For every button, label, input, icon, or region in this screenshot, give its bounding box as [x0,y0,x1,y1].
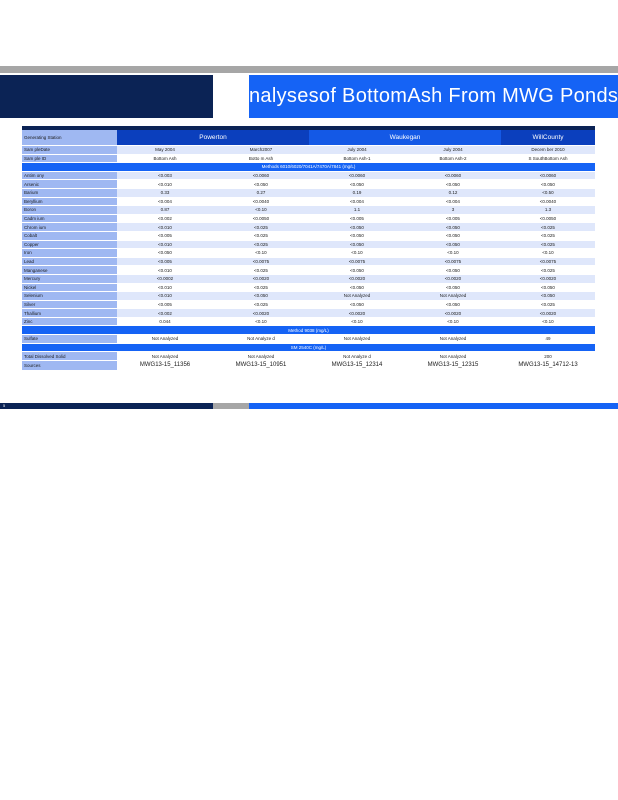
table-cell: 3 [405,206,501,215]
source-id: MWG13-15_14712-13 [501,360,595,370]
source-id: MWG13-15_11356 [117,360,213,370]
table-cell: <0.10 [501,249,595,258]
section-header-metals [22,163,595,172]
table-cell: <0.050 [405,283,501,292]
station-header-row [22,130,595,146]
table-row [22,240,595,249]
table-row [22,188,595,197]
station-waukegan: Waukegan [309,130,501,146]
table-row [22,171,595,180]
table-cell: <0.0020 [309,274,405,283]
analyte-rows [22,171,595,326]
table-cell: <0.025 [501,231,595,240]
sources-label: Sources [22,360,117,370]
table-cell: 0.87 [117,206,213,215]
sources-row [22,360,595,370]
page-number: 5 [3,403,6,408]
table-cell: <0.010 [117,223,213,232]
table-cell: Botto m Ash [213,154,309,163]
table-cell: <0.10 [309,249,405,258]
table-cell: <0.050 [309,180,405,189]
sample-id-label: Sam ple ID [22,154,117,163]
analyte-label: Boron [22,206,117,215]
table-cell: Not Analyzed [117,352,213,361]
table-cell: <0.0002 [117,274,213,283]
table-cell: <0.050 [501,292,595,301]
section-label: SM 2540C (mg/L) [22,343,595,352]
table-cell: Not Analyze d [309,352,405,361]
tds-label: Total Dissolved Solid [22,352,117,361]
table-cell: <0.010 [117,180,213,189]
table-cell: <0.0020 [309,309,405,318]
table-cell: <0.050 [405,300,501,309]
section-header-tds [22,343,595,352]
table-row [22,309,595,318]
table-cell: <0.025 [213,283,309,292]
station-powerton: Powerton [117,130,309,146]
table-cell: <0.0040 [213,197,309,206]
table-cell: <0.050 [309,223,405,232]
table-cell: Not Analyzed [117,335,213,344]
table-cell: <0.005 [309,214,405,223]
table-cell: <0.0020 [405,309,501,318]
table-cell: 200 [501,352,595,361]
table-cell: <0.002 [117,214,213,223]
analyte-label: Selenium [22,292,117,301]
source-id: MWG13-15_12315 [405,360,501,370]
table-cell: <0.004 [117,197,213,206]
analyte-label: Antim ony [22,171,117,180]
table-cell: <0.050 [213,180,309,189]
table-cell: <0.0050 [213,214,309,223]
table-cell: <0.10 [405,249,501,258]
station-will-county: WillCounty [501,130,595,146]
table-cell: <0.050 [309,231,405,240]
table-cell: <0.010 [117,240,213,249]
table-cell: <0.10 [213,317,309,326]
table-cell: <0.025 [501,240,595,249]
analyte-label: Nickel [22,283,117,292]
table-cell: Bottom Ash [117,154,213,163]
table-row [22,231,595,240]
sulfate-label: Sulfate [22,335,117,344]
table-cell: Not Analyzed [213,352,309,361]
table-row [22,197,595,206]
analysis-table-wrapper [22,126,595,371]
table-cell: <0.025 [213,300,309,309]
table-cell: <0.10 [213,249,309,258]
table-cell: <0.050 [501,180,595,189]
table-cell: <0.002 [117,309,213,318]
table-cell: <0.0020 [501,309,595,318]
analyte-label: Manganese [22,266,117,275]
table-cell: Not Analyzed [405,292,501,301]
table-cell: <0.050 [405,223,501,232]
analyte-label: Copper [22,240,117,249]
table-cell: <0.0075 [501,257,595,266]
table-cell: <0.0020 [405,274,501,283]
analyte-label: Zinc [22,317,117,326]
table-cell: <0.005 [117,231,213,240]
top-gray-rule [0,66,618,73]
analysis-table [22,126,595,371]
table-cell: <0.004 [405,197,501,206]
sample-date-label: Sam pleDate [22,146,117,155]
table-cell: <0.005 [405,214,501,223]
table-row [22,223,595,232]
table-cell: 1.1 [309,206,405,215]
table-cell: <0.0020 [213,309,309,318]
table-cell: <0.050 [405,180,501,189]
tds-row [22,352,595,361]
table-cell: <0.005 [117,300,213,309]
table-cell: 1.3 [501,206,595,215]
table-cell: <0.0060 [309,171,405,180]
table-row [22,300,595,309]
table-cell: 0.12 [405,188,501,197]
table-cell: <0.10 [405,317,501,326]
analyte-label: Cobalt [22,231,117,240]
table-row [22,206,595,215]
table-cell: <0.0075 [213,257,309,266]
table-cell: <0.010 [117,292,213,301]
table-cell: March2007 [213,146,309,155]
table-row [22,283,595,292]
table-cell: 0.27 [213,188,309,197]
table-cell: <0.10 [501,317,595,326]
table-cell: <0.0060 [501,171,595,180]
table-cell: <0.010 [117,266,213,275]
analyte-label: Beryllium [22,197,117,206]
analyte-label: Arsenic [22,180,117,189]
table-cell: <0.0060 [213,171,309,180]
station-label: Generating Station [22,130,117,146]
analyte-label: Chrom ium [22,223,117,232]
table-cell: <0.003 [117,171,213,180]
slide-title: nalysesof BottomAsh From MWG Ponds [249,85,618,107]
table-cell: <0.050 [213,292,309,301]
table-cell: Decem ber 2010 [501,146,595,155]
table-cell: 0.19 [309,188,405,197]
footer-navy-bar [0,403,213,409]
table-row [22,317,595,326]
section-label: Methods 6010/6020/7041A/7470A/7841 (mg/L) [22,163,595,172]
table-cell: <0.050 [117,249,213,258]
table-cell: <0.10 [213,206,309,215]
table-cell: <0.025 [501,300,595,309]
analyte-label: Lead [22,257,117,266]
table-cell: <0.050 [309,300,405,309]
table-cell: <0.025 [501,266,595,275]
table-cell: <0.10 [309,317,405,326]
table-cell: <0.025 [213,266,309,275]
table-cell: <0.050 [309,283,405,292]
table-cell: S SouthBottom Ash [501,154,595,163]
table-cell: July 2004 [405,146,501,155]
sample-id-row [22,154,595,163]
table-cell: <0.050 [405,266,501,275]
table-cell: Bottom Ash-1 [309,154,405,163]
table-cell: 49 [501,335,595,344]
table-cell: Bottom Ash-2 [405,154,501,163]
table-cell: <0.0075 [405,257,501,266]
table-cell: <0.050 [405,231,501,240]
table-cell: <0.025 [213,231,309,240]
source-id: MWG13-15_10951 [213,360,309,370]
table-row [22,274,595,283]
analyte-label: Barium [22,188,117,197]
table-cell: Not Analyzed [309,292,405,301]
table-cell: <0.050 [405,240,501,249]
table-cell: 0.044 [117,317,213,326]
table-cell: <0.025 [213,240,309,249]
sample-date-row [22,146,595,155]
table-cell: <0.50 [501,188,595,197]
table-row [22,292,595,301]
table-cell: <0.025 [213,223,309,232]
section-label: Method 9038 (mg/L) [22,326,595,335]
table-cell: <0.0075 [309,257,405,266]
table-cell: <0.050 [309,240,405,249]
footer-gray-bar [213,403,249,409]
analyte-label: Iron [22,249,117,258]
footer-blue-bar [249,403,618,409]
table-cell: <0.010 [117,283,213,292]
sulfate-row [22,335,595,344]
table-row [22,180,595,189]
table-cell: <0.005 [117,257,213,266]
table-cell: <0.0060 [405,171,501,180]
table-row [22,266,595,275]
table-cell: <0.004 [309,197,405,206]
analyte-label: Thallium [22,309,117,318]
analyte-label: Mercury [22,274,117,283]
table-cell: Not Analyzed [405,352,501,361]
title-navy-block [0,75,213,118]
source-id: MWG13-15_12314 [309,360,405,370]
table-cell: <0.0040 [501,197,595,206]
table-row [22,257,595,266]
table-cell: Not Analyze d [213,335,309,344]
analyte-label: Silver [22,300,117,309]
table-cell: <0.025 [501,223,595,232]
table-row [22,214,595,223]
table-cell: <0.050 [309,266,405,275]
section-header-sulfate [22,326,595,335]
table-cell: Not Analyzed [309,335,405,344]
table-cell: <0.0050 [501,214,595,223]
table-cell: <0.050 [501,283,595,292]
table-row [22,249,595,258]
table-cell: May 2004 [117,146,213,155]
table-cell: 0.33 [117,188,213,197]
table-cell: July 2004 [309,146,405,155]
table-cell: <0.0020 [213,274,309,283]
table-cell: Not Analyzed [405,335,501,344]
analyte-label: Cadm ium [22,214,117,223]
table-cell: <0.0020 [501,274,595,283]
